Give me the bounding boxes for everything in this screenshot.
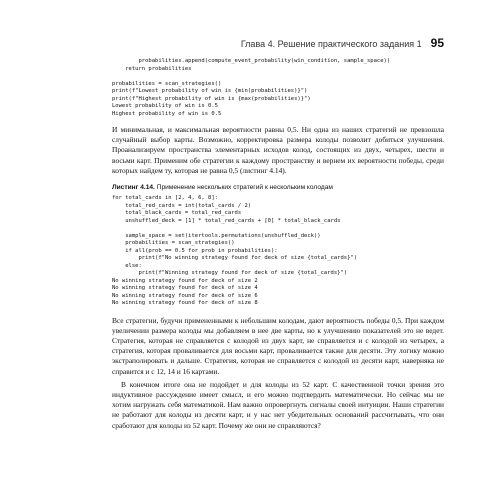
- listing-caption-text: Применение нескольких стратегий к нескольким колодам: [156, 184, 333, 192]
- running-header: [241, 36, 444, 50]
- listing-number: Листинг 4.14.: [112, 184, 155, 192]
- paragraph-min-max-probability: И минимальная, и максимальная вероятности равны 0,5. Ни одна из наших стратегий не превзошла случайный выбор карты. Возможно, корректировка размера колоды позволит добиться улучшения. Проанализируем пространства элементарных исходов колод, состоящих из двух, четырех, шести и восьми карт. Применим обе стратегии к каждому пространству и вернем их вероятности победы, среди которых найдем ту, которая не равна 0,5 (листинг 4.14).: [112, 125, 444, 175]
- code-block-scan-strategies: probabilities.append(compute_event_probability(win_condition, sample_space)) return probabilities probabilities = scan_strategies() print(f"Lowest probability of win is {min(probabilities)}") print(f"Highest probability of win is {max(probabilities)}"): [112, 58, 391, 102]
- paragraph-52-card-deck: В конечном итоге она не подойдет и для колоды из 52 карт. С качественной точки зрения это индуктивное рассуждение имеет смысл, и его можно подтвердить математически. Но сейчас мы не хотим нагружать себя математикой. Нам важно опровергнуть сигналы своей интуиции. Наши стратегии не работают для колоды из десяти карт, и у нас нет убедительных оснований рассчитывать, что они сработают для колоды из 52 карт. Почему же они не справляются?: [112, 379, 444, 430]
- paragraph-small-decks: Все стратегии, будучи примененными к небольшим колодам, дают вероятность победы 0,5. При каждом увеличении размера колоды мы добавляем в нее две карты, но к улучшению показателей это не ведет. Стратегия, которая не справляется с колодой из двух карт, не справляется и с колодой из четырех, а стратегия, которая проваливается для восьми карт, проваливается также для десяти. Эту логику можно экстраполировать и дальше. Стратегия, которая не справляется с колодой из десяти карт, наверняка не справится и с 12, 14 и 16 картами.: [112, 315, 444, 376]
- listing-caption: [112, 184, 444, 191]
- code-output-deck-sizes: No winning strategy found for deck of size 2 No winning strategy found for deck of size 4 No winning strategy found for deck of size 6 No winning strategy found for deck of size 8: [112, 277, 258, 307]
- code-block-multiple-decks: for total_cards in [2, 4, 6, 8]: total_red_cards = int(total_cards / 2) total_black_cards = total_red_cards unshuffled_deck = [1] * total_red_cards + [0] * total_black_cards sample_space = set(itertools.permutations(unshuffled_deck)) probabilities = scan_strategies() if all(prob == 0.5 for prob in probabilities): print(f"No winning strategy found for deck of size {total_cards}") else: print(f"Winning strategy found for deck of size {total_cards}"): [112, 195, 358, 277]
- page-content: [112, 58, 444, 431]
- chapter-title: Глава 4. Решение практического задания 1: [240, 39, 422, 49]
- code-output-probabilities: Lowest probability of win is 0.5 Highest probability of win is 0.5: [112, 103, 222, 117]
- page-number: 95: [430, 36, 444, 50]
